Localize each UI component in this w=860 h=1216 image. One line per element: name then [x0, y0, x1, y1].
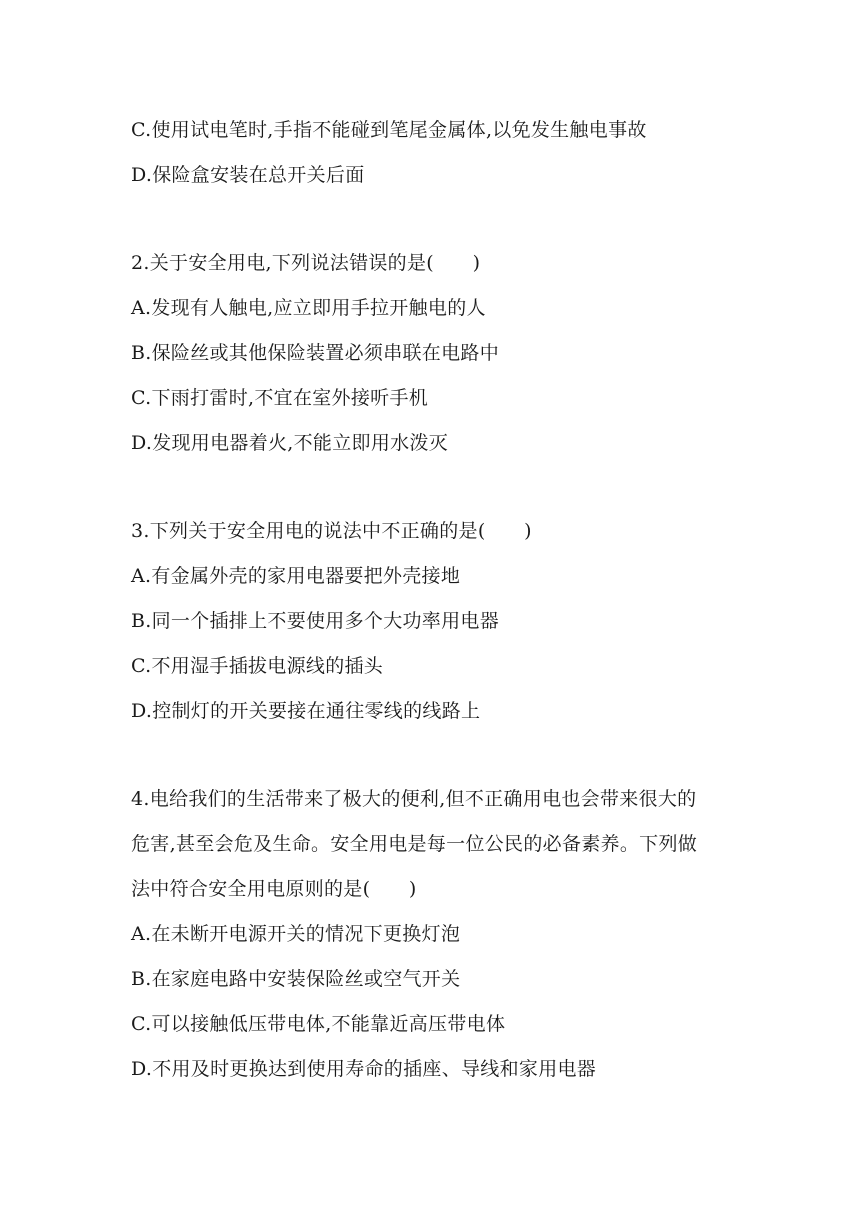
- q4-option-b: B.在家庭电路中安装保险丝或空气开关: [131, 968, 461, 990]
- q1-option-d: D.保险盒安装在总开关后面: [131, 164, 365, 186]
- q4-option-c: C.可以接触低压带电体,不能靠近高压带电体: [131, 1013, 506, 1035]
- question-1-fragment: [131, 108, 751, 198]
- question-3: [131, 509, 751, 734]
- q3-stem: 3.下列关于安全用电的说法中不正确的是( ): [131, 520, 532, 542]
- q2-stem: 2.关于安全用电,下列说法错误的是( ): [131, 252, 481, 274]
- q4-stem-line-3: 法中符合安全用电原则的是( ): [131, 878, 417, 900]
- document-page: [131, 108, 751, 1092]
- q4-option-a: A.在未断开电源开关的情况下更换灯泡: [131, 923, 461, 945]
- q2-option-c: C.下雨打雷时,不宜在室外接听手机: [131, 387, 429, 409]
- q3-option-c: C.不用湿手插拔电源线的插头: [131, 655, 384, 677]
- question-2: [131, 241, 751, 466]
- spacer: [131, 734, 751, 777]
- spacer: [131, 466, 751, 509]
- q2-option-d: D.发现用电器着火,不能立即用水泼灭: [131, 432, 449, 454]
- question-4: [131, 777, 751, 1092]
- q3-option-a: A.有金属外壳的家用电器要把外壳接地: [131, 565, 461, 587]
- q3-option-d: D.控制灯的开关要接在通往零线的线路上: [131, 700, 481, 722]
- q1-option-c: C.使用试电笔时,手指不能碰到笔尾金属体,以免发生触电事故: [131, 119, 647, 141]
- spacer: [131, 198, 751, 241]
- q3-option-b: B.同一个插排上不要使用多个大功率用电器: [131, 610, 500, 632]
- q4-stem-line-2: 危害,甚至会危及生命。安全用电是每一位公民的必备素养。下列做: [131, 833, 698, 855]
- q4-option-d: D.不用及时更换达到使用寿命的插座、导线和家用电器: [131, 1058, 597, 1080]
- q2-option-a: A.发现有人触电,应立即用手拉开触电的人: [131, 297, 486, 319]
- q2-option-b: B.保险丝或其他保险装置必须串联在电路中: [131, 342, 500, 364]
- q4-stem-line-1: 4.电给我们的生活带来了极大的便利,但不正确用电也会带来很大的: [131, 788, 697, 810]
